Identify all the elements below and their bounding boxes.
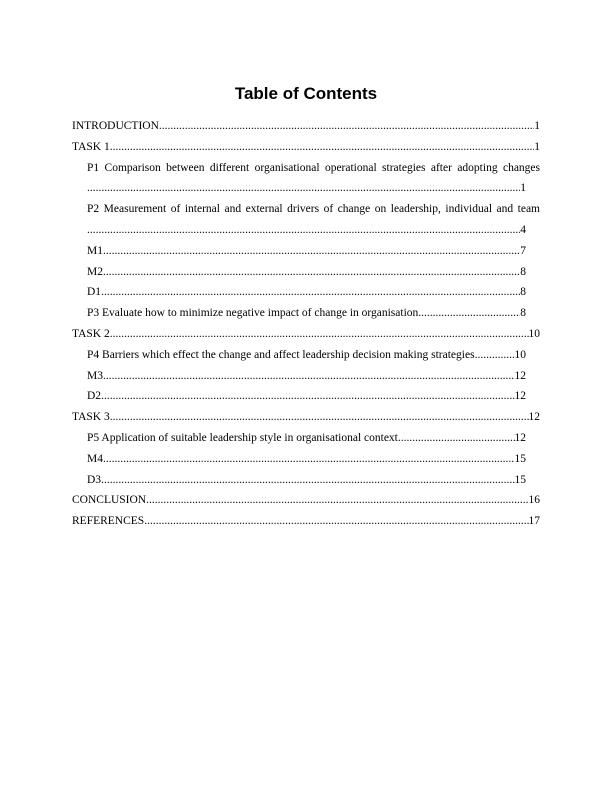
toc-entry-page: 12 bbox=[528, 411, 540, 424]
toc-entry-page: 8 bbox=[520, 286, 526, 299]
dot-leader bbox=[101, 470, 514, 491]
toc-entry-m4[interactable] bbox=[72, 449, 526, 470]
toc-entry-page: 16 bbox=[528, 494, 540, 507]
table-of-contents bbox=[72, 116, 542, 532]
dot-leader bbox=[103, 366, 515, 387]
toc-entry-d3[interactable] bbox=[72, 470, 526, 491]
toc-entry-label: TASK 3 bbox=[72, 411, 110, 424]
toc-entry-page: 12 bbox=[514, 390, 526, 403]
dot-leader bbox=[87, 220, 520, 241]
toc-entry-label: M4 bbox=[87, 452, 103, 465]
toc-entry-label: P5 Application of suitable leadership style in organisational context bbox=[87, 431, 398, 444]
toc-entry-label: REFERENCES bbox=[72, 515, 145, 528]
toc-entry-m3[interactable] bbox=[72, 366, 526, 387]
dot-leader bbox=[110, 324, 529, 345]
dot-leader bbox=[146, 490, 528, 511]
toc-entry-label: D1 bbox=[87, 286, 102, 299]
dot-leader bbox=[398, 428, 515, 449]
toc-entry-task-1[interactable] bbox=[72, 137, 540, 158]
toc-entry-label: INTRODUCTION bbox=[72, 120, 159, 132]
dot-leader bbox=[144, 511, 528, 532]
dot-leader bbox=[103, 262, 520, 283]
toc-entry-label: M3 bbox=[87, 369, 103, 382]
toc-entry-label: M1 bbox=[87, 244, 103, 257]
dot-leader bbox=[103, 241, 520, 262]
toc-entry-page: 7 bbox=[520, 244, 526, 257]
toc-entry-p2[interactable] bbox=[72, 199, 540, 241]
toc-entry-p4[interactable] bbox=[72, 345, 526, 366]
toc-title: Table of Contents bbox=[234, 84, 378, 103]
toc-entry-page: 1 bbox=[534, 120, 540, 132]
toc-entry-page: 8 bbox=[520, 307, 526, 320]
toc-entry-page: 10 bbox=[514, 348, 526, 361]
toc-entry-task-3[interactable] bbox=[72, 407, 540, 428]
toc-entry-page: 15 bbox=[514, 452, 526, 465]
toc-entry-page: 12 bbox=[514, 431, 526, 444]
toc-entry-introduction[interactable] bbox=[72, 116, 540, 137]
toc-entry-page: 1 bbox=[520, 182, 526, 195]
toc-entry-page: 12 bbox=[514, 369, 526, 382]
toc-entry-m1[interactable] bbox=[72, 241, 526, 262]
dot-leader bbox=[159, 116, 534, 137]
toc-entry-m2[interactable] bbox=[72, 262, 526, 283]
dot-leader bbox=[103, 449, 515, 470]
dot-leader bbox=[418, 303, 520, 324]
toc-entry-label: D3 bbox=[87, 473, 102, 486]
toc-entry-references[interactable] bbox=[72, 511, 540, 532]
toc-entry-p1[interactable] bbox=[72, 158, 540, 200]
toc-entry-label: TASK 2 bbox=[72, 327, 110, 340]
dot-leader bbox=[101, 386, 514, 407]
toc-entry-p5[interactable] bbox=[72, 428, 526, 449]
toc-entry-label: P1 Comparison between different organisational operational strategies after adopting changes bbox=[87, 161, 540, 174]
toc-entry-page: 4 bbox=[520, 223, 526, 236]
toc-entry-label: P2 Measurement of internal and external drivers of change on leadership, individual and team bbox=[87, 203, 540, 216]
toc-entry-task-2[interactable] bbox=[72, 324, 540, 345]
toc-entry-label: M2 bbox=[87, 265, 103, 278]
toc-entry-label: P4 Barriers which effect the change and affect leadership decision making strategies bbox=[87, 348, 475, 361]
toc-entry-conclusion[interactable] bbox=[72, 490, 540, 511]
toc-entry-p3[interactable] bbox=[72, 303, 526, 324]
toc-entry-d2[interactable] bbox=[72, 386, 526, 407]
dot-leader bbox=[475, 345, 515, 366]
dot-leader bbox=[101, 282, 520, 303]
toc-entry-page: 1 bbox=[534, 140, 540, 153]
toc-entry-d1[interactable] bbox=[72, 282, 526, 303]
toc-entry-page: 15 bbox=[514, 473, 526, 486]
toc-entry-label: P3 Evaluate how to minimize negative impact of change in organisation bbox=[87, 307, 419, 320]
dot-leader bbox=[110, 407, 529, 428]
toc-entry-label: D2 bbox=[87, 390, 102, 403]
toc-entry-label: TASK 1 bbox=[72, 140, 110, 153]
toc-entry-label: CONCLUSION bbox=[72, 494, 147, 507]
toc-entry-page: 8 bbox=[520, 265, 526, 278]
toc-entry-page: 17 bbox=[528, 515, 540, 528]
toc-entry-page: 10 bbox=[528, 327, 540, 340]
dot-leader bbox=[110, 137, 535, 158]
dot-leader bbox=[87, 178, 520, 199]
